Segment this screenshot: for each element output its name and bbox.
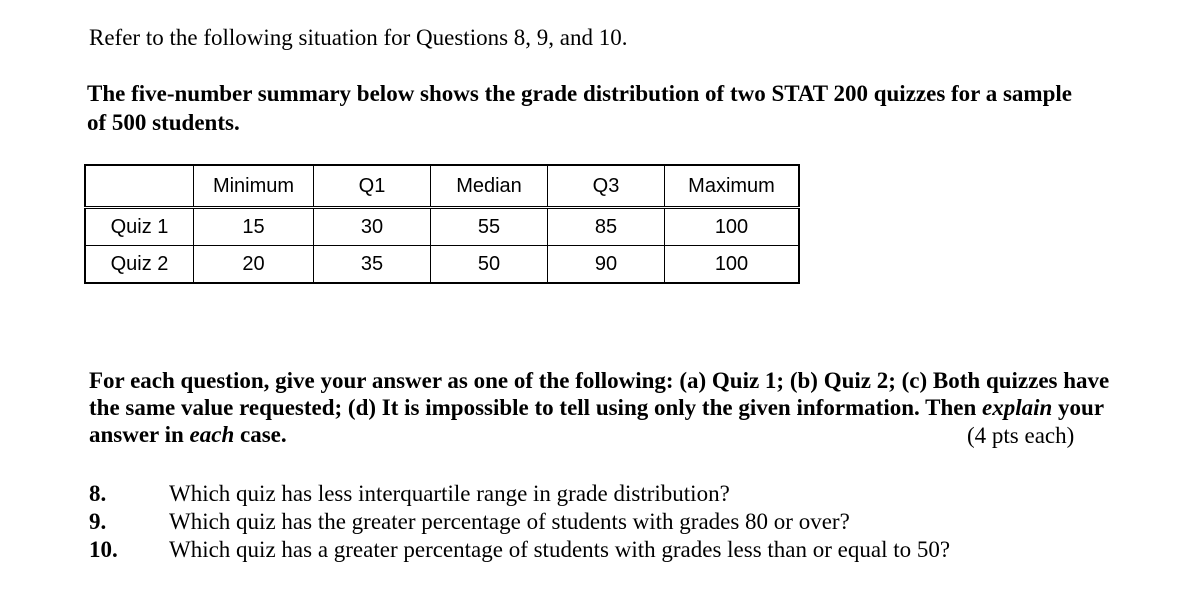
row-label-quiz-2: Quiz 2 (110, 252, 169, 275)
intro-text: Refer to the following situation for Questions 8, 9, and 10. (89, 25, 628, 50)
table-header-maximum: Maximum (665, 165, 800, 208)
table-cell: 55 (431, 208, 548, 246)
question-text: Which quiz has the greater percentage of students with grades 80 or over? (169, 509, 850, 534)
row-label-quiz-1: Quiz 1 (85, 208, 194, 246)
table-header-q3: Q3 (548, 165, 665, 208)
question-number: 10. (89, 537, 118, 562)
table-cell: 100 (665, 208, 800, 246)
table-row (85, 208, 799, 246)
points-note: (4 pts each) (967, 423, 1075, 448)
table-cell: 30 (314, 208, 431, 246)
table-header-minimum: Minimum (194, 165, 314, 208)
table-cell: 20 (194, 246, 314, 284)
table-header-q1: Q1 (314, 165, 431, 208)
table-cell: 35 (314, 246, 431, 284)
instructions-text: For each question, give your answer as one of the following: (a) Quiz 1; (b) Quiz 2; (c) Both quizzes have the same value requested; (d) It is impossible to tell using only the given information. Then (89, 368, 1110, 420)
table-cell: 50 (431, 246, 548, 284)
instructions-text: your answer in (89, 395, 1104, 447)
question-text: Which quiz has a greater percentage of students with grades less than or equal to 50? (169, 537, 951, 562)
five-number-summary-table (84, 164, 800, 284)
instructions-each-emphasis: each (189, 422, 235, 447)
table-header-blank (85, 165, 194, 208)
table-cell: 85 (548, 208, 665, 246)
table-cell: 90 (548, 246, 665, 284)
table-header-median: Median (431, 165, 548, 208)
table-header-row (85, 165, 799, 208)
instructions-explain-emphasis: explain (982, 395, 1053, 420)
table-cell: 15 (194, 208, 314, 246)
table-row (85, 246, 799, 284)
question-number: 8. (89, 481, 107, 506)
question-text: Which quiz has less interquartile range in grade distribution? (169, 481, 730, 506)
question-number: 9. (89, 509, 107, 534)
instructions-text: case. (234, 422, 287, 447)
situation-description: The five-number summary below shows the grade distribution of two STAT 200 quizzes for a sample of 500 students. (87, 81, 1072, 135)
table-cell: 100 (665, 246, 800, 284)
